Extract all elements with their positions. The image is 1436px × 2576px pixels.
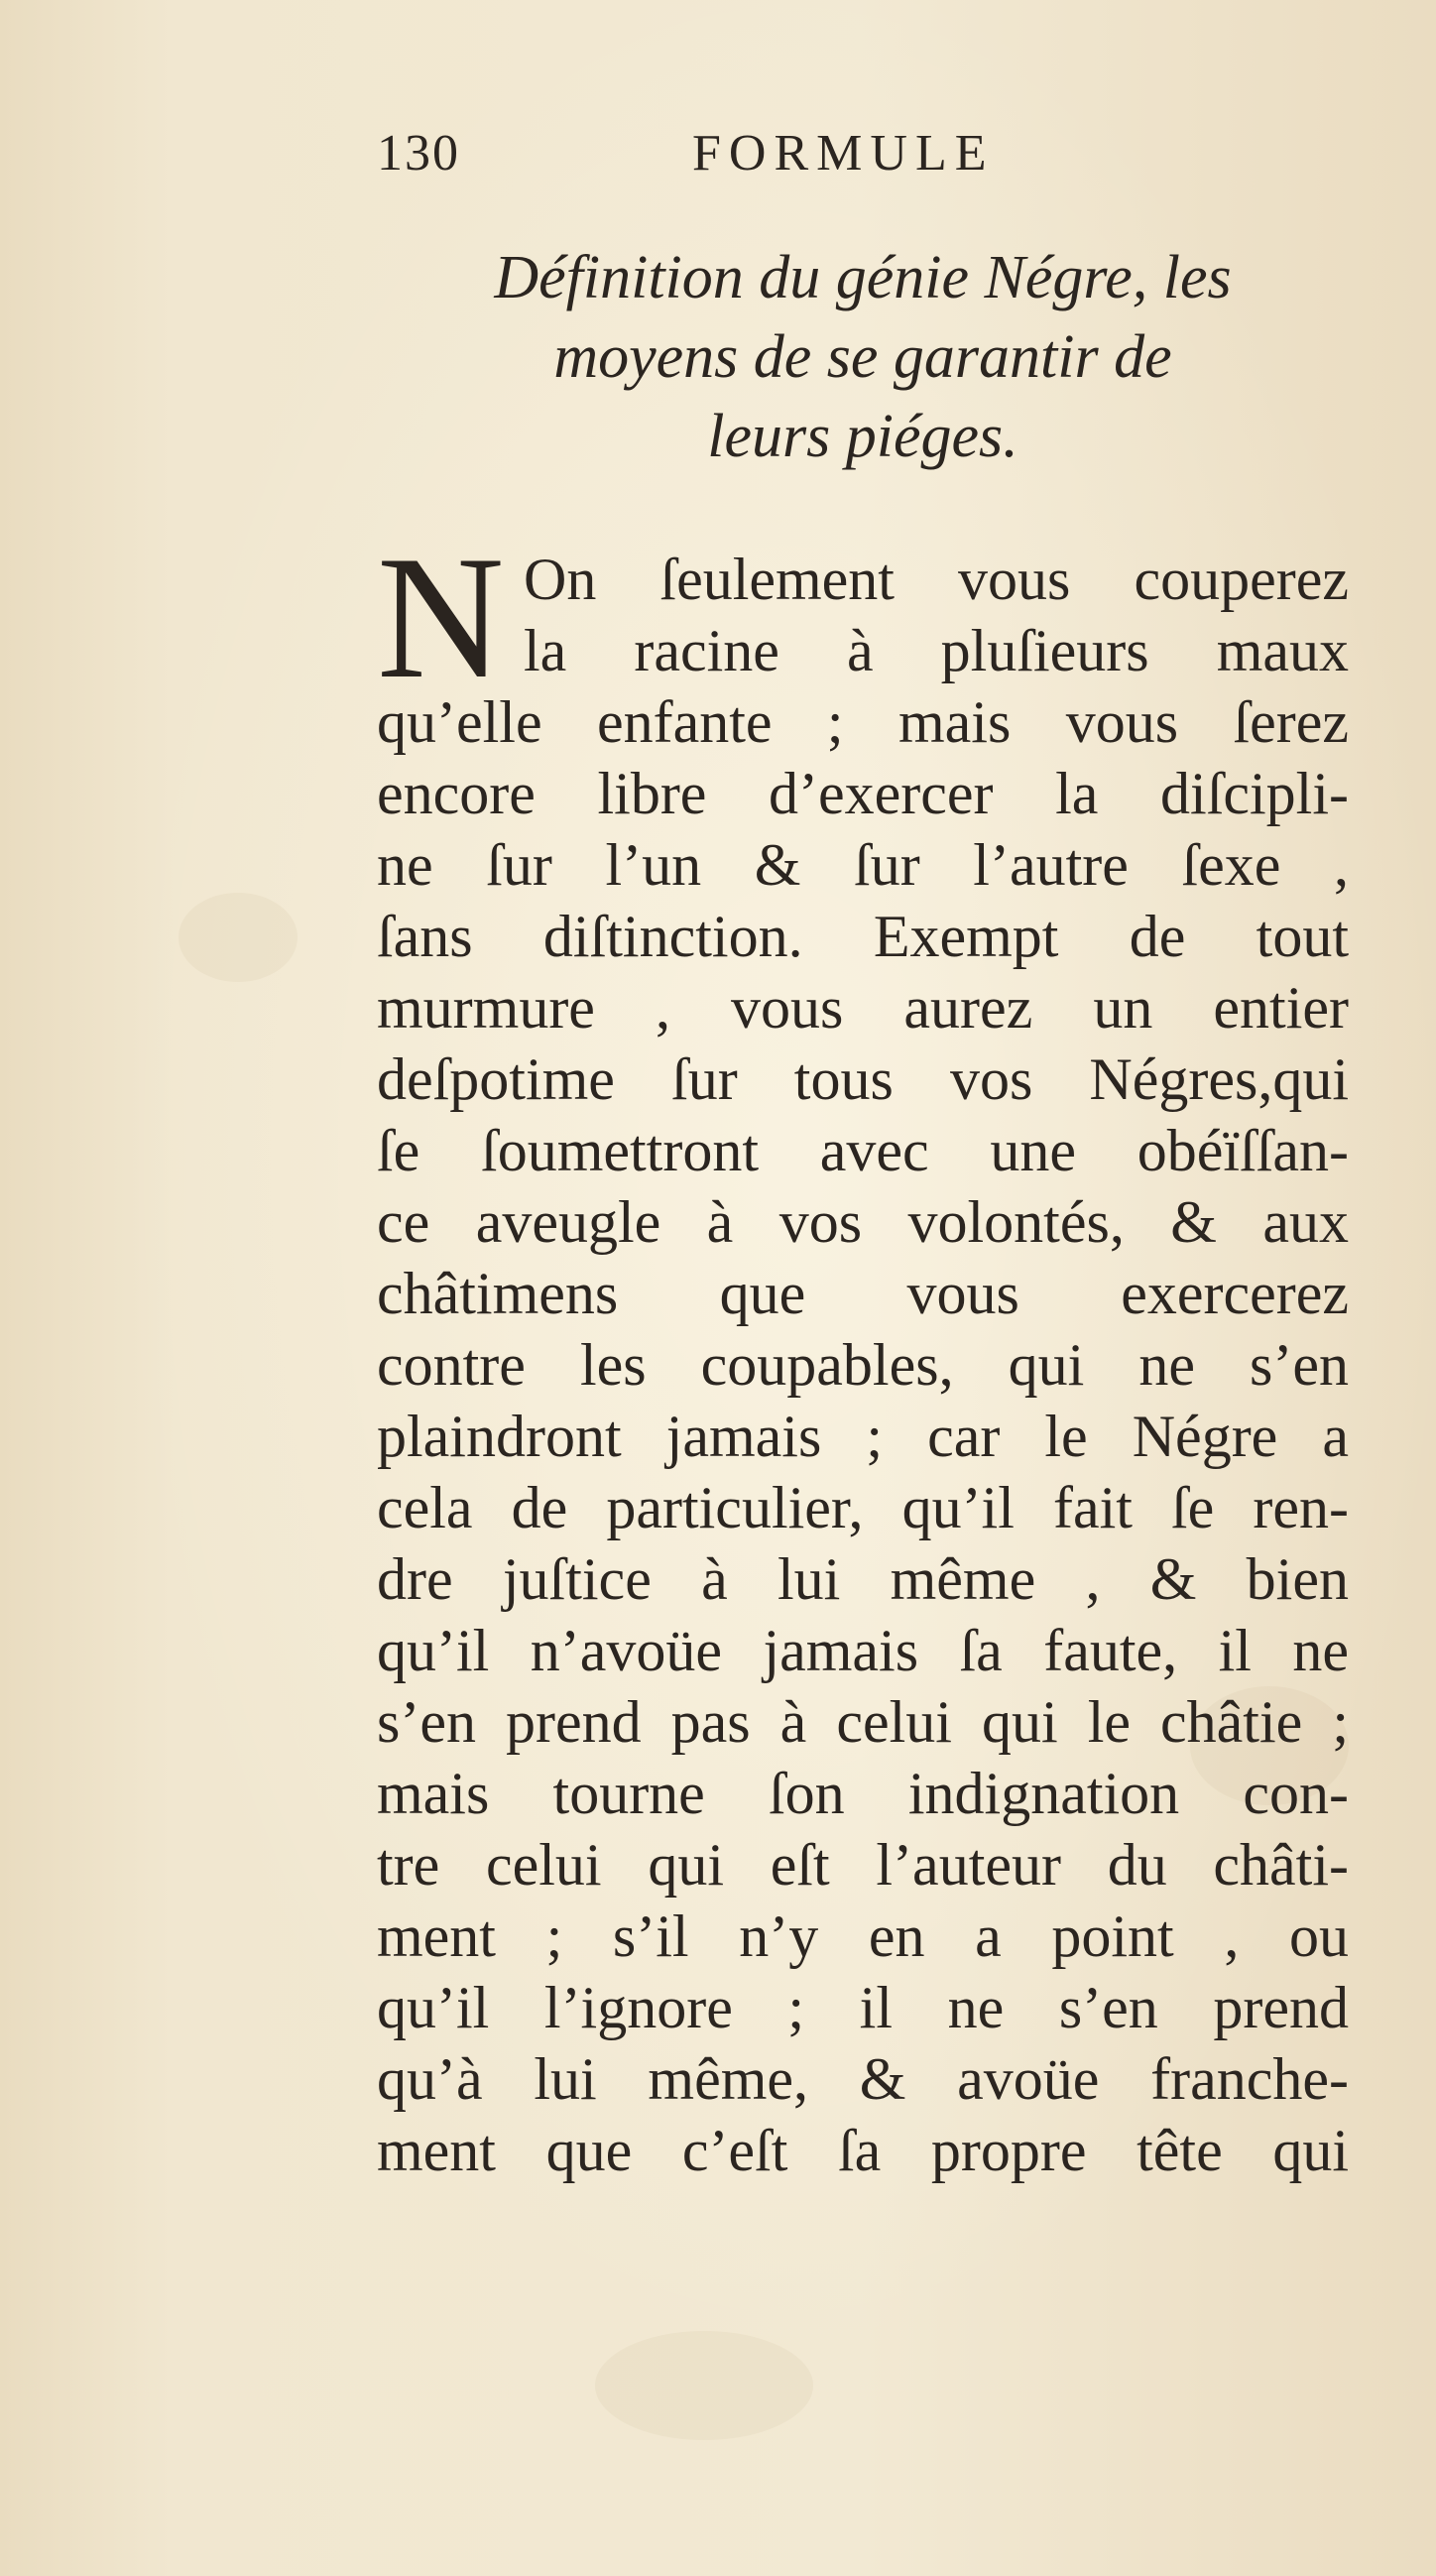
text-line: murmure , vous aurez un entier <box>377 975 1349 1041</box>
text-line: châtimens que vous exercerez <box>377 1261 1349 1326</box>
text-line: ſe ſoumettront avec une obéïſſan- <box>377 1118 1349 1183</box>
text-line: On ſeulement vous couperez <box>524 547 1349 612</box>
text-line: qu’à lui même, & avoüe franche- <box>377 2046 1349 2112</box>
text-line: qu’elle enfante ; mais vous ſerez <box>377 689 1349 755</box>
text-line: qu’il n’avoüe jamais ſa faute, il ne <box>377 1618 1349 1683</box>
running-title: FORMULE <box>692 125 995 182</box>
text-line: plaindront jamais ; car le Négre a <box>377 1404 1349 1469</box>
text-line: tre celui qui eſt l’auteur du châti- <box>377 1832 1349 1898</box>
text-line: ne ſur l’un & ſur l’autre ſexe , <box>377 832 1349 898</box>
text-line: ſans diſtinction. Exempt de tout <box>377 904 1349 969</box>
heading-line: Définition du génie Négre, les <box>494 244 1232 311</box>
text-line: qu’il l’ignore ; il ne s’en prend <box>377 1975 1349 2040</box>
text-line: contre les coupables, qui ne s’en <box>377 1332 1349 1398</box>
text-line: encore libre d’exercer la diſcipli- <box>377 761 1349 826</box>
page-header <box>377 124 1071 203</box>
text-line: deſpotime ſur tous vos Négres,qui <box>377 1046 1349 1112</box>
text-line: la racine à pluſieurs maux <box>524 618 1349 683</box>
text-line: ment ; s’il n’y en a point , ou <box>377 1903 1349 1969</box>
heading-line: leurs piéges. <box>707 403 1018 470</box>
page-number: 130 <box>377 125 460 182</box>
text-line: s’en prend pas à celui qui le châtie ; <box>377 1689 1349 1755</box>
text-line: cela de particulier, qu’il fait ſe ren- <box>377 1475 1349 1540</box>
text-line: mais tourne ſon indignation con- <box>377 1761 1349 1826</box>
section-heading <box>377 238 1349 476</box>
text-line: dre juſtice à lui même , & bien <box>377 1546 1349 1612</box>
text-line: ment que c’eſt ſa propre tête qui <box>377 2118 1349 2183</box>
text-line: ce aveugle à vos volontés, & aux <box>377 1189 1349 1255</box>
paper-stain <box>179 893 298 982</box>
paper-stain <box>595 2331 813 2440</box>
drop-cap: N <box>377 544 505 690</box>
heading-line: moyens de se garantir de <box>553 323 1172 391</box>
